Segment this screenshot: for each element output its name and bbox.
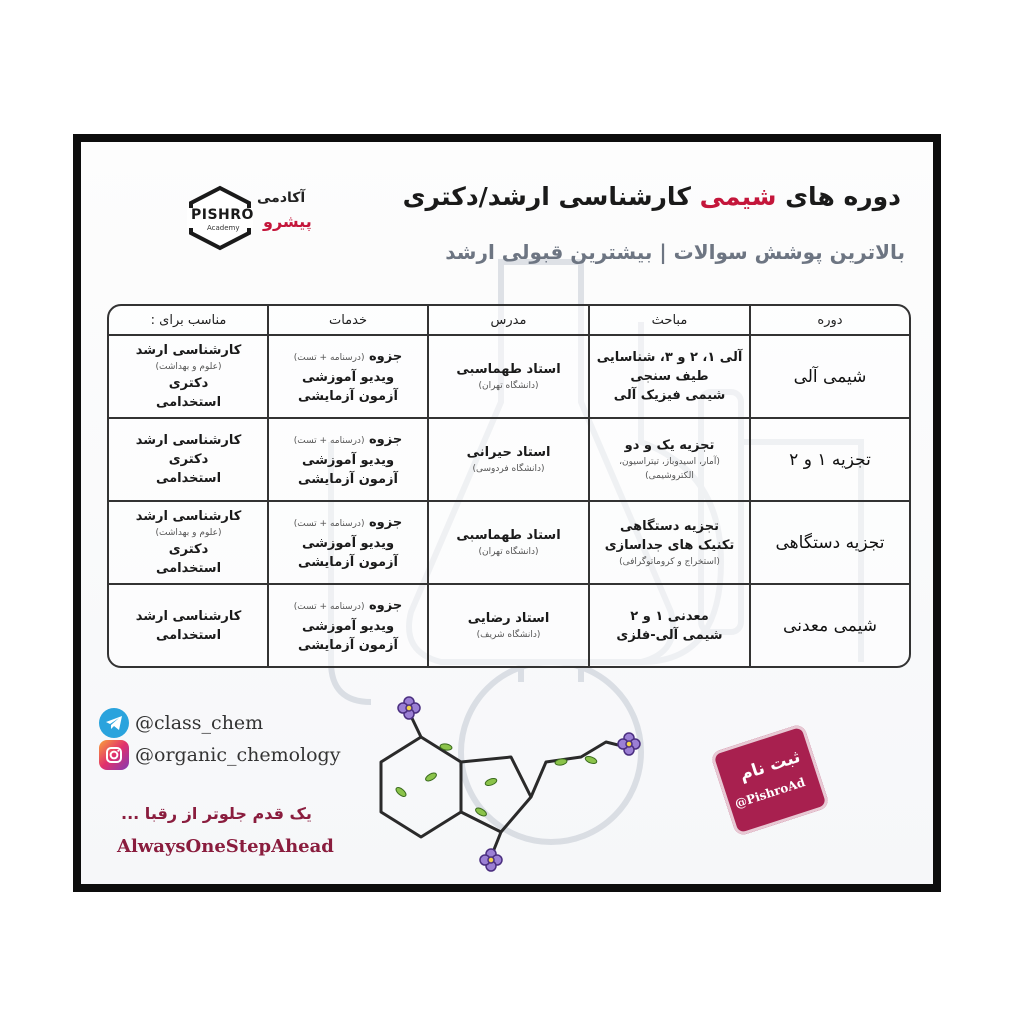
fit-line: دکتری xyxy=(168,542,209,557)
service-line: آزمون آزمایشی xyxy=(298,389,398,404)
service-note: (درسنامه + تست) xyxy=(293,436,365,446)
header-services: خدمات xyxy=(267,306,427,334)
register-badge[interactable] xyxy=(721,736,819,824)
fit-line: کارشناسی ارشد xyxy=(135,608,242,624)
service-main: جزوه xyxy=(368,598,403,613)
course-name: شیمی معدنی xyxy=(783,615,877,636)
academy-logo xyxy=(185,184,360,254)
teacher-name: استاد طهماسبی xyxy=(456,362,561,377)
fit-line: کارشناسی ارشد xyxy=(135,343,242,358)
teacher-name: استاد حیرانی xyxy=(466,445,551,460)
teacher-name: استاد طهماسبی xyxy=(456,528,561,543)
topic-note: (استخراج و کروماتوگرافی) xyxy=(619,556,720,567)
fit-line: کارشناسی ارشد xyxy=(135,509,242,524)
fit-note: (علوم و بهداشت) xyxy=(155,528,222,538)
service-line: آزمون آزمایشی xyxy=(298,638,398,653)
service-note: (درسنامه + تست) xyxy=(293,602,365,612)
molecule-flowers-illustration xyxy=(361,682,661,882)
table-row xyxy=(109,334,909,417)
fit-line: کارشناسی ارشد xyxy=(135,433,242,448)
topic-line: معدنی ۱ و ۲ xyxy=(630,608,709,624)
poster-card xyxy=(81,142,933,884)
fit-line: دکتری xyxy=(168,376,209,391)
service-line xyxy=(294,513,402,534)
service-main: جزوه xyxy=(368,432,403,447)
page-title xyxy=(403,182,901,211)
table-header-row xyxy=(109,306,909,334)
topic-line: شیمی فیزیک آلی xyxy=(613,388,726,403)
telegram-handle: @class_chem xyxy=(135,712,264,734)
fit-line: استخدامی xyxy=(155,627,222,643)
service-line: آزمون آزمایشی xyxy=(298,555,398,570)
fit-line: استخدامی xyxy=(155,395,222,410)
title-part2: کارشناسی ارشد/دکتری xyxy=(402,182,691,211)
service-line xyxy=(294,430,402,451)
telegram-link[interactable] xyxy=(99,708,263,738)
telegram-icon xyxy=(99,708,129,738)
header-suitable-for: مناسب برای : xyxy=(150,312,227,328)
service-line: ویدیو آموزشی xyxy=(301,370,395,385)
title-accent: شیمی xyxy=(699,182,777,211)
teacher-university: (دانشگاه تهران) xyxy=(478,381,539,391)
topic-note: (آمار، اسیدوباز، تیتراسیون، xyxy=(619,457,720,467)
logo-brand: PISHRO xyxy=(191,207,254,223)
fit-line: استخدامی xyxy=(155,471,222,486)
teacher-university: (دانشگاه تهران) xyxy=(478,547,539,557)
topic-note: الکتروشیمی) xyxy=(645,471,694,481)
service-line: ویدیو آموزشی xyxy=(301,453,395,468)
badge-handle: @PishroAd xyxy=(733,775,807,811)
badge-register-label: ثبت نام xyxy=(737,746,803,786)
topic-line: تجزیه یک و دو xyxy=(624,438,715,453)
topic-line: آلی ۱، ۲ و ۳، شناسایی xyxy=(596,350,743,365)
instagram-handle: @organic_chemology xyxy=(135,744,341,766)
fit-line: دکتری xyxy=(168,452,209,467)
service-main: جزوه xyxy=(368,349,403,364)
service-line: ویدیو آموزشی xyxy=(301,536,395,551)
table-row xyxy=(109,583,909,666)
logo-fa-line1: آکادمی xyxy=(257,190,306,206)
page-subtitle: بالاترین پوشش سوالات | بیشترین قبولی ارشد xyxy=(445,240,905,264)
topic-line: تجزیه دستگاهی xyxy=(620,518,719,534)
courses-table xyxy=(107,304,911,668)
header-course: دوره xyxy=(749,306,909,334)
service-line xyxy=(294,347,402,368)
service-line xyxy=(294,596,402,617)
teacher-university: (دانشگاه شریف) xyxy=(476,630,541,640)
table-row xyxy=(109,417,909,500)
table-row xyxy=(109,500,909,583)
service-note: (درسنامه + تست) xyxy=(293,353,365,363)
instagram-icon xyxy=(99,740,129,770)
topic-line: شیمی آلی-فلزی xyxy=(616,627,723,643)
service-line: ویدیو آموزشی xyxy=(301,619,395,634)
topic-line: تکنیک های جداسازی xyxy=(604,537,735,553)
service-line: آزمون آزمایشی xyxy=(298,472,398,487)
service-main: جزوه xyxy=(368,515,403,530)
course-name: تجزیه ۱ و ۲ xyxy=(789,449,871,470)
slogan-persian: یک قدم جلوتر از رقبا ... xyxy=(121,804,312,823)
logo-fa-line2: پیشرو xyxy=(263,212,312,231)
header-topics: مباحث xyxy=(588,306,749,334)
header-teacher: مدرس xyxy=(427,306,588,334)
service-note: (درسنامه + تست) xyxy=(293,519,365,529)
title-part1: دوره های xyxy=(785,182,901,211)
fit-line: استخدامی xyxy=(155,561,222,576)
course-name: شیمی آلی xyxy=(793,366,867,387)
course-name: تجزیه دستگاهی xyxy=(775,532,885,553)
topic-line: طیف سنجی xyxy=(630,369,709,384)
instagram-link[interactable] xyxy=(99,740,340,770)
fit-note: (علوم و بهداشت) xyxy=(155,362,222,372)
teacher-name: استاد رضایی xyxy=(467,611,550,626)
logo-subtitle: Academy xyxy=(207,224,240,232)
slogan-english: AlwaysOneStepAhead xyxy=(117,836,334,857)
teacher-university: (دانشگاه فردوسی) xyxy=(472,464,545,474)
